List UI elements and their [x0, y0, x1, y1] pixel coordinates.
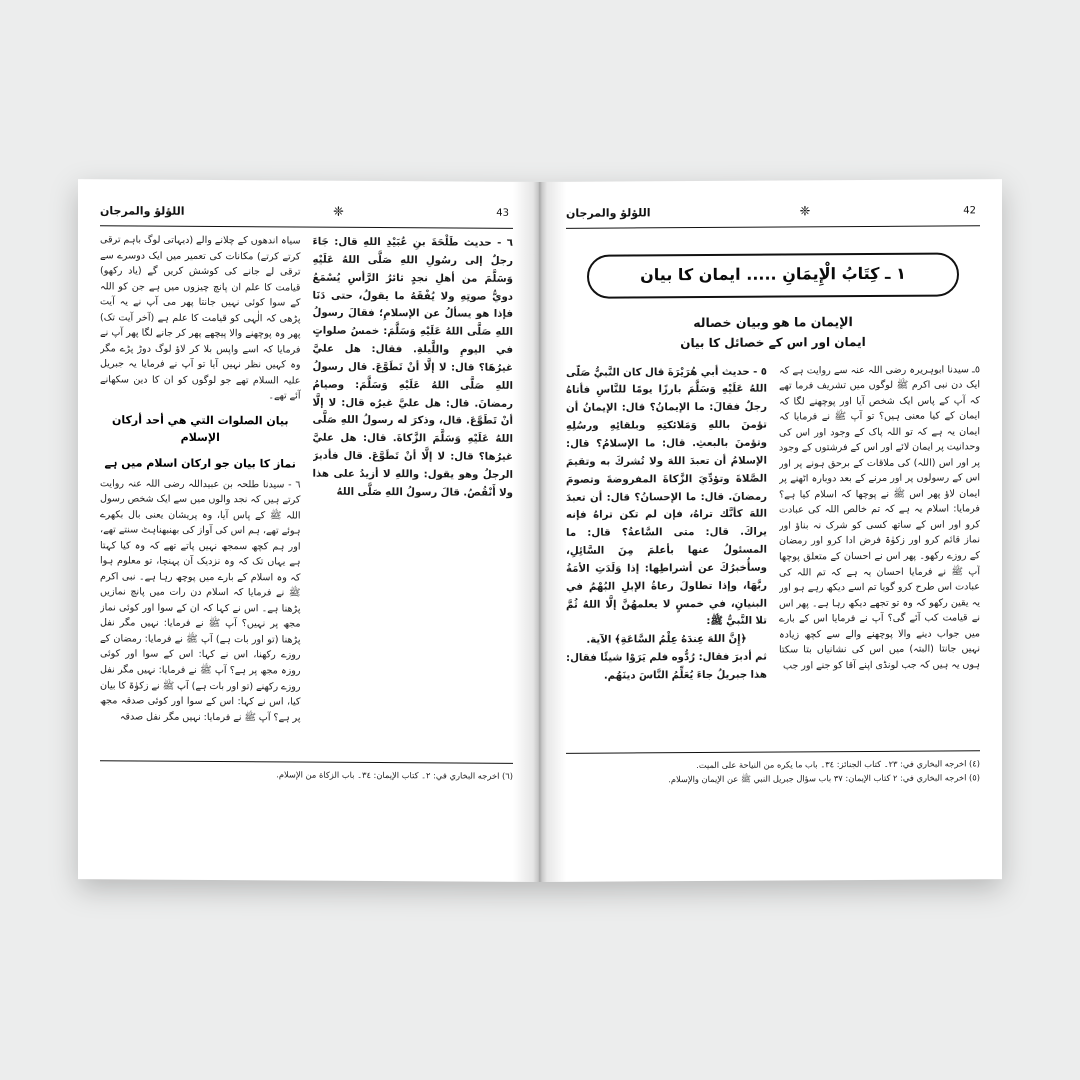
ornament-icon: ❈ [332, 204, 344, 220]
text-columns-right [566, 362, 980, 745]
ornament-icon: ❈ [799, 203, 811, 219]
footnote-item: (٦) اخرجه البخاري في: ٢۔ كتاب الإيمان: ٣٤۔ باب الزكاة من الإسلام. [276, 769, 513, 781]
header-rule-left [100, 225, 513, 229]
running-title-right: اللؤلؤ والمرجان [566, 205, 651, 220]
arabic-paragraph: ٦ - حديث طَلْحَةَ بنِ عُبَيْدِ اللهِ قال: جَاءَ رجلٌ إلى رسُولِ اللهِ صَلَّى اللهُ عَلَيْهِ وَسَلَّمَ من أهلِ نجدٍ ثائرُ الرَّأسِ يُسْمَعُ دويُّ صوتِهِ ولا يُفْقَهُ ما يقولُ، حتى دَنَا فإذا هو يسألُ عن الإسلامِ؛ فقالَ رسولُ اللهِ صَلَّى اللهُ عَلَيْهِ وَسَلَّمَ: خمسُ صلواتٍ في اليومِ واللَّيلةِ. فقال: هل عليَّ غيرُهَا؟ قال: لا إلَّا أنْ تَطَوَّعَ. قال رسولُ اللهِ صَلَّى اللهُ عَلَيْهِ وَسَلَّمَ: وصيامُ رمضانَ. قال: هل عليَّ غيرُه قال: لا إلَّا أنْ تَطَوَّعَ. قال، وذكرَ له رسولُ اللهِ صَلَّى اللهُ عَلَيْهِ وَسَلَّمَ الزَّكاةَ. قال: هل عليَّ غيرُها؟ قال: لا إلَّا أنْ تَطَوَّعَ. قال فأدبرَ الرجلُ وهو يقول: واللهِ لا أزيدُ على هذا ولا أَنْقُصُ. قالَ رسولُ اللهِ صَلَّى اللهُ [312, 236, 513, 499]
chapter-title: ١ ـ كِتَابُ الْإِيمَانِ ..... ایمان کا بیان [640, 263, 906, 285]
section-heading-arabic: بيان الصلوات التي هي أحد أركان الإسلام [111, 413, 289, 445]
column-arabic-right [566, 363, 767, 744]
quran-verse: ﴿إِنَّ اللهَ عِندَهُ عِلْمُ السَّاعَةِ﴾ الآية. [586, 634, 747, 647]
section-heading-arabic: الإيمان ما هو وبيان خصاله [693, 314, 853, 331]
page-header-left [100, 197, 513, 226]
book-page-right [540, 179, 1002, 882]
urdu-paragraph: سیاہ اندھوں کے چلانے والے (دیہاتی لوگ باہم ترقی کرتے کرتے) مکانات کی تعمیر میں ایک دوسرے سے ترقی لے جانے کی کوشش کریں گے (یاد رکھو) قیامت کا علم ان پانچ چیزوں میں ہے جن کو اللہ کے سوا کوئی نہیں جانتا پھر می آپ نے یہ آیت پڑھی کہ الٰہی کو قیامت کا علم ہے (آخر آیت تک) پھر وہ پوچھنے والا پیچھے پھر کر جانے لگا پھر آپ نے فرمایا کہ اسے واپس بلا کر لاؤ لوگ دوڑ پڑے مگر وہ کہیں نظر نہیں آیا تو آپ نے فرمایا یہ جبریل علیہ السلام تھے جو لوگوں کو ان کا دین سکھانے آئے تھے۔ [100, 234, 301, 402]
section-heading-urdu: ایمان اور اس کے خصائل کا بیان [680, 335, 866, 351]
urdu-paragraph-2: ٦ - سیدنا طلحہ بن عبیداللہ رضی اللہ عنہ روایت کرتے ہیں کہ نجد والوں میں سے ایک شخص رسول اللہ ﷺ کے پاس آیا، وہ پریشان یعنی بال بکھرے ہوئے تھے، ہم اس کی آواز کی بھنبھناہٹ سنتے تھے، اور ہم کچھ سمجھ نہیں پاتے تھے کہ وہ کیا کہتا ہے یہاں تک کہ وہ نزدیک آن پہنچا، تو معلوم ہوا کہ وہ اسلام کے بارے میں پوچھ رہا ہے۔ نبی اکرم ﷺ نے فرمایا کہ اسلام دن رات میں پانچ نمازیں پڑھنا ہے۔ اس نے کہا کہ ان کے سوا اور کوئی نماز مجھ پر نہیں؟ آپ ﷺ نے فرمایا: نہیں مگر نفل پڑھنا (تو اور بات ہے) آپ ﷺ نے فرمایا: رمضان کے روزے رکھنا، اس نے کہا: اس کے سوا اور کوئی روزہ مجھ پر ہے؟ آپ ﷺ نے فرمایا: نہیں مگر نفل روزے رکھنے (تو اور بات ہے) آپ ﷺ نے زکوٰۃ کا بیان کیا، اس نے کہا: اس کے سوا اور کوئی صدقہ مجھ پر ہے؟ آپ ﷺ نے فرمایا: نہیں مگر نفل صدقہ [100, 477, 301, 724]
header-rule-right [566, 225, 980, 229]
text-columns-left [100, 232, 513, 755]
column-urdu-right [779, 362, 980, 743]
arabic-paragraph-2: ثم أدبرَ فقال: رُدُّوه فلم يَرَوْا شيئًا فقال: هذا جبريلُ جاءَ يُعَلِّمُ النَّاسَ دينَهُم. [566, 651, 767, 682]
footnotes-left [100, 760, 513, 783]
page-number-left: 43 [496, 207, 509, 219]
column-arabic-left [313, 234, 514, 755]
arabic-paragraph: ٥ - حديث أبي هُرَيْرَةَ قال كان النَّبيُّ صَلَّى اللهُ عَلَيْهِ وَسَلَّمَ بارزًا يومًا للنَّاسِ فأتاهُ رجلٌ فقالَ: ما الإيمانُ؟ قال: الإيمانُ أن تؤمنَ باللهِ وَمَلائكتِهِ وبلقائِهِ ورسُلِهِ وتؤمنَ بالبعثِ. قال: ما الإسلامُ؟ قال: الإسلامُ أن تعبدَ اللهَ ولا تُشركَ به وتقيمَ الصَّلاةَ وتؤدِّيَ الزَّكاةَ المفروضةَ وتصومَ رمضانَ. قال: ما الإحسانُ؟ قال: أن تعبدَ اللهَ كأنَّك تراهُ، فإن لم تكن تراهُ فإنه يراكَ. قال: متى السَّاعةُ؟ قال: ما المسئولُ عنها بأعلمَ مِنَ السَّائِلِ، وسأُخبرُكَ عن أشراطِها: إذا وَلَدَتِ الأمَةُ ربَّهَا، وإذا تطاولَ رعاةُ الإبلِ البُهْمُ في البنيانِ، في خمسٍ لا يعلمهُنَّ إلَّا اللهُ ثُمَّ تلا النَّبيُّ ﷺ: [566, 366, 767, 628]
page-header-right [566, 197, 980, 226]
open-book [78, 182, 1002, 882]
footnotes-right [566, 750, 980, 788]
column-urdu-left [100, 232, 301, 753]
running-title-left: اللؤلؤ والمرجان [100, 203, 185, 218]
urdu-paragraph: ٥ـ سیدنا ابوہریرہ رضی اللہ عنہ سے روایت ہے کہ ایک دن نبی اکرم ﷺ لوگوں میں تشریف فرما تھے کہ آپ کے پاس ایک شخص آیا اور پوچھنے لگا کہ ایمان کے کیا معنی ہیں؟ تو آپ ﷺ نے فرمایا کہ ایمان یہ ہے کہ تو اللہ پاک کے وجود اور اس کی وحدانیت پر ایمان لائے اور اس کے فرشتوں کے وجود پر اور اس (اللہ) کی ملاقات کے برحق ہونے پر اور اس کے رسولوں پر اور مرنے کے بعد دوبارہ اٹھنے پر ایمان لاؤ پھر اس ﷺ نے پوچھا کہ اسلام کیا ہے؟ فرمایا: اسلام یہ ہے کہ تم خالص اللہ کی عبادت کرو اور اس کے ساتھ کسی کو شرک نہ بناؤ اور نماز قائم کرو اور زکوٰۃ فرض ادا کرو اور رمضان کے روزے رکھو۔ پھر اس نے احسان کے متعلق پوچھا آپ ﷺ نے فرمایا احسان یہ ہے کہ تم اللہ کی عبادت اس طرح کرو گویا تم اسے دیکھ رہے ہو اور یہ یقین رکھو کہ وہ تو تجھے دیکھ رہا ہے۔ پھر اس نے قیامت کب آئے گی؟ آپ نے فرمایا اس کے بارے میں جواب دینے والا پوچھنے والے سے کچھ زیادہ نہیں جانتا (البتہ) میں اس کی نشانیاں بتا سکتا ہوں یہ ہیں کہ جب لونڈی اپنے آقا کو جنے اور جب [779, 363, 980, 672]
book-page-left [78, 179, 540, 882]
section-heading-block [566, 310, 980, 354]
footnote-item: (٥) اخرجه البخاري في: ٢ كتاب الإيمان: ٣٧ باب سؤال جبريل النبي ﷺ عن الإيمان والإسلام. [668, 772, 980, 785]
page-number-right: 42 [963, 204, 976, 216]
footnote-item: (٤) اخرجه البخاري في: ٢٣۔ كتاب الجنائز: ٣٤۔ باب ما يكره من النياحة على الميت. [696, 757, 980, 770]
chapter-title-box [587, 252, 959, 298]
section-heading-urdu: نماز کا بیان جو ارکان اسلام میں ہے [104, 456, 296, 471]
